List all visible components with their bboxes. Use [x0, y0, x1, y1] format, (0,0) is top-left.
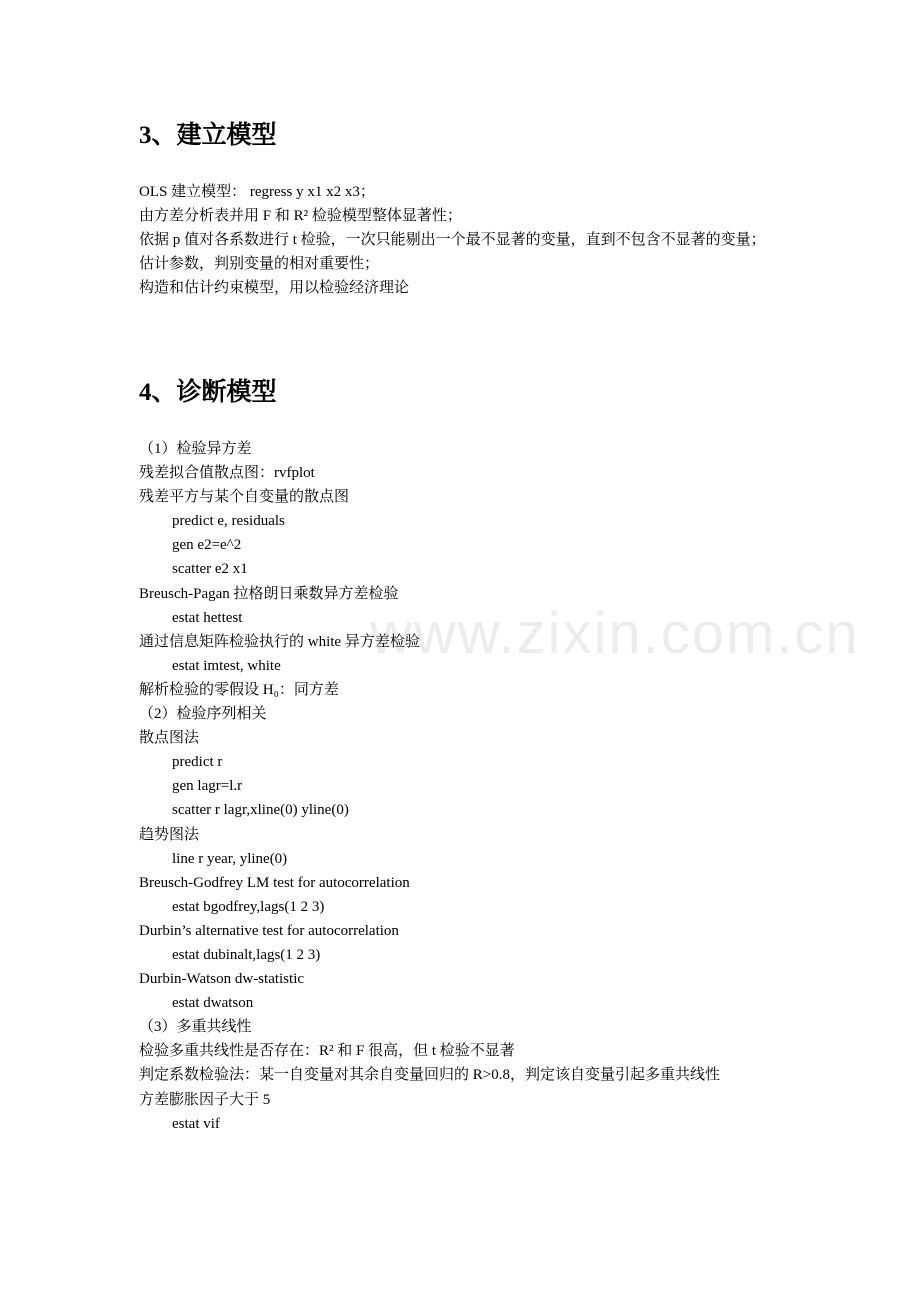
section-4-body: [139, 437, 799, 1136]
code-line: gen e2=e^2: [172, 537, 242, 554]
text-line: 残差拟合值散点图：rvfplot: [139, 465, 315, 482]
subsection-heading: （3）多重共线性: [139, 1019, 252, 1036]
text-line: Breusch-Pagan 拉格朗日乘数异方差检验: [139, 585, 399, 602]
text-line: 趋势图法: [139, 826, 200, 843]
text-line: Durbin-Watson dw-statistic: [139, 971, 305, 988]
code-line: estat dubinalt,lags(1 2 3): [172, 946, 321, 963]
code-line: estat bgodfrey,lags(1 2 3): [172, 898, 325, 915]
code-line: estat vif: [172, 1115, 220, 1132]
section-3-body: [139, 180, 799, 300]
code-line: scatter r lagr,xline(0) yline(0): [172, 802, 349, 819]
text-line: 构造和估计约束模型，用以检验经济理论: [139, 280, 410, 297]
code-line: estat hettest: [172, 609, 243, 626]
text-line: 残差平方与某个自变量的散点图: [139, 489, 350, 506]
text-line: Durbin’s alternative test for autocorrelation: [139, 922, 399, 939]
code-line: scatter e2 x1: [172, 561, 248, 578]
text-line: 解析检验的零假设 H₀：同方差: [139, 681, 339, 698]
section-3-heading: 3、建立模型: [139, 122, 277, 149]
text-line: Breusch-Godfrey LM test for autocorrelation: [139, 874, 410, 891]
text-line: 判定系数检验法：某一自变量对其余自变量回归的 R>0.8，判定该自变量引起多重共线性: [139, 1067, 720, 1084]
code-line: estat dwatson: [172, 995, 254, 1012]
watermark: www.zixin.com.cn: [370, 601, 860, 666]
section-4-heading: 4、诊断模型: [139, 379, 277, 406]
subsection-heading: （1）检验异方差: [139, 441, 252, 457]
code-line: predict r: [172, 754, 223, 771]
code-line: gen lagr=l.r: [172, 778, 243, 795]
text-line: 散点图法: [139, 730, 200, 747]
text-line: 方差膨胀因子大于 5: [139, 1091, 271, 1108]
subsection-heading: （2）检验序列相关: [139, 706, 267, 723]
text-line: 通过信息矩阵检验执行的 white 异方差检验: [139, 633, 420, 650]
code-line: predict e, residuals: [172, 513, 285, 530]
code-line: estat imtest, white: [172, 657, 281, 674]
text-line: 依据 p 值对各系数进行 t 检验，一次只能剔出一个最不显著的变量，直到不包含不显著的变量；: [139, 232, 766, 249]
text-line: 检验多重共线性是否存在：R² 和 F 很高，但 t 检验不显著: [139, 1043, 515, 1060]
code-line: line r year, yline(0): [172, 850, 288, 867]
text-line: 由方差分析表并用 F 和 R² 检验模型整体显著性；: [139, 208, 462, 225]
text-line: 估计参数，判别变量的相对重要性；: [139, 256, 380, 273]
text-line: OLS 建立模型： regress y x1 x2 x3；: [139, 184, 375, 200]
